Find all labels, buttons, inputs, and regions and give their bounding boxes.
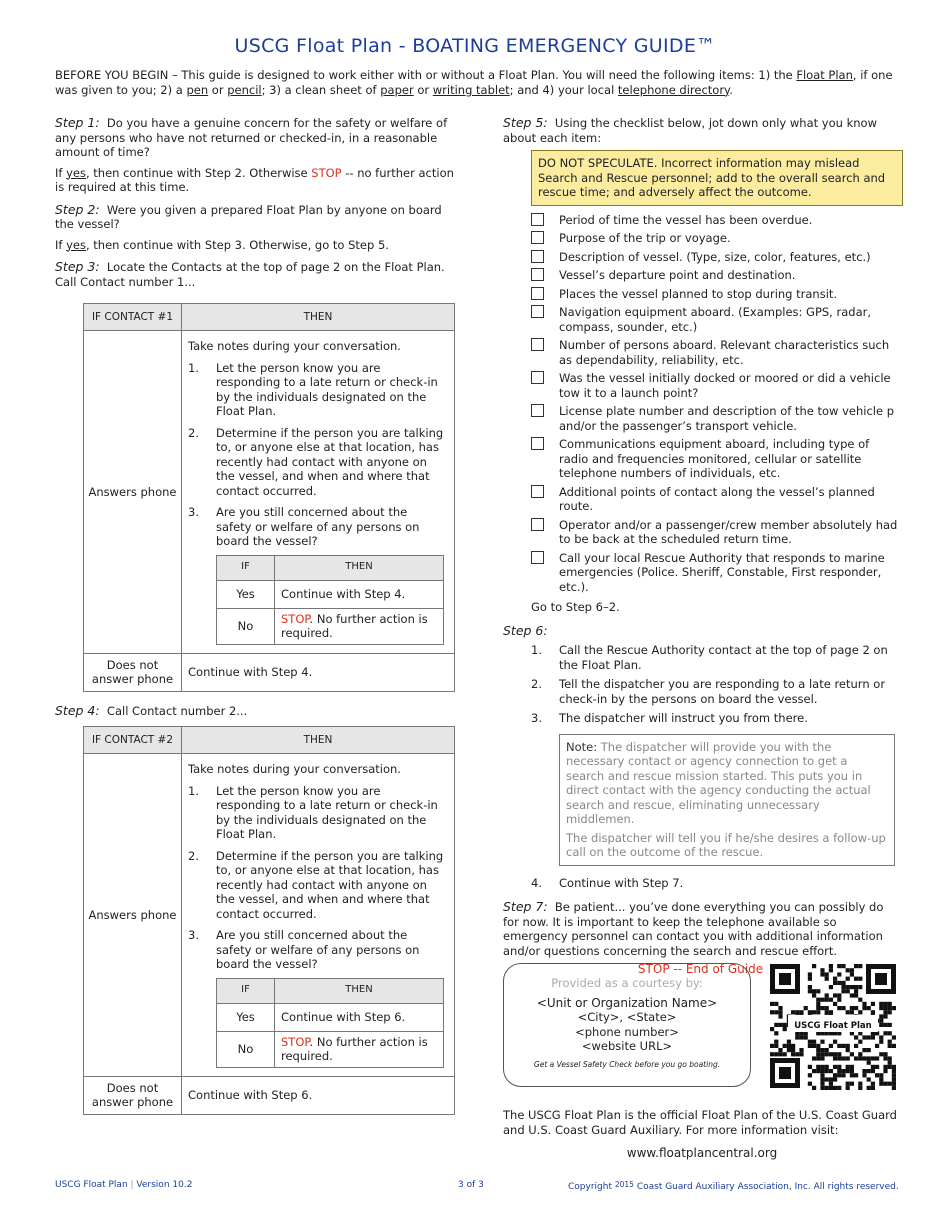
checklist-item: Description of vessel. (Type, size, color, features, etc.) (503, 250, 898, 265)
table-header: IF CONTACT #1 (84, 304, 182, 331)
step5-label: Step 5: (503, 115, 548, 130)
checklist-item: Was the vessel initially docked or moored or did a vehicle tow it to a launch point? (503, 371, 898, 400)
checklist-item: Places the vessel planned to stop during transit. (503, 287, 898, 302)
step3-label: Step 3: (55, 259, 100, 274)
checklist-item: Call your local Rescue Authority that responds to marine emergencies (Police. Sheriff, Constable, First responder, etc.). (503, 551, 898, 595)
list-item: 2. Determine if the person you are talking to, or anyone else at that location, has recently had contact with anyone on the vessel, and when and where that contact occurred. (188, 848, 444, 921)
contact2-decision-table: IF THEN Yes Continue with Step 6. No STOP. No further action is required. (216, 978, 444, 1068)
right-column (503, 116, 898, 977)
no-answer-label: Does not answer phone (84, 653, 182, 691)
list-item: 3. The dispatcher will instruct you from there. (531, 711, 808, 725)
contact1-steps (188, 361, 446, 549)
checkbox[interactable] (531, 437, 544, 450)
list-item: 1. Let the person know you are responding to a late return or check-in by the individuals designated on the Float Plan. (188, 783, 438, 841)
checkbox[interactable] (531, 213, 544, 226)
step4-label: Step 4: (55, 702, 100, 718)
step7-text: Step 7: Be patient... you’ve done everything you can possibly do for now. It is important to keep the telephone available so emergency personnel can contact you with additional information and/or questions concerning the search and rescue effort. (503, 899, 884, 958)
step2-label: Step 2: (55, 201, 100, 217)
take-notes-text: Take notes during your conversation. (188, 339, 401, 353)
step7-label: Step 7: (503, 899, 548, 914)
telephone-directory-item: telephone directory (617, 82, 730, 97)
checklist-item: License plate number and description of the tow vehicle p and/or the passenger’s transport vehicle. (503, 404, 898, 433)
official-statement: The USCG Float Plan is the official Float Plan of the U.S. Coast Guard and U.S. Coast Guard Auxiliary. For more information visit: (503, 1108, 897, 1137)
take-notes-text: Take notes during your conversation. (188, 762, 401, 776)
end-of-guide: STOP -- End of Guide (637, 962, 764, 976)
left-column (55, 116, 460, 1115)
checklist-item: Purpose of the trip or voyage. (503, 231, 898, 246)
vessel-checklist (503, 213, 898, 595)
pen-item: pen (186, 82, 209, 97)
step4-instruction: Step 4: Call Contact number 2... (55, 702, 248, 718)
checkbox[interactable] (531, 231, 544, 244)
step3-instruction: Step 3: Locate the Contacts at the top of page 2 on the Float Plan. Call Contact number 1... (55, 259, 445, 289)
intro-paragraph: BEFORE YOU BEGIN – This guide is designed to work either with or without a Float Plan. You will need the following items: 1) the Float Plan, if one was given to you; 2) a pen or pencil; 3) a clean sheet of paper or writing tablet; and 4) your local telephone directory. (55, 68, 893, 97)
copyright: Copyright $^{2015}$ Coast Guard Auxiliary Association, Inc. All rights reserved. (568, 1180, 899, 1192)
step6-list (531, 643, 898, 726)
table-header: THEN (182, 304, 455, 331)
pencil-item: pencil (227, 82, 262, 97)
step2-question: Step 2: Were you given a prepared Float Plan by anyone on board the vessel? (55, 201, 442, 231)
footer-left: USCG Float Plan | Version 10.2 (55, 1180, 193, 1190)
checkbox[interactable] (531, 518, 544, 531)
step1-label: Step 1: (55, 115, 100, 130)
dispatcher-note: Note: The dispatcher will provide you with the necessary contact or agency connection to get a search and rescue mission started. This puts you in direct contact with the agency conducting the actual search and rescue, eliminating unnecessary middlemen. The dispatcher will tell you if he/she desires a follow-up call on the outcome of the rescue. (559, 734, 895, 866)
step6-label: Step 6: (503, 622, 548, 638)
qr-label: USCG Float Plan (794, 1021, 872, 1031)
list-item: 3. Are you still concerned about the safety or welfare of any persons on board the vessel? (188, 928, 420, 971)
checkbox[interactable] (531, 404, 544, 417)
list-item: 2. Determine if the person you are talking to, or anyone else at that location, has recently had contact with anyone on the vessel, and when and where that contact occurred. (188, 425, 444, 498)
checklist-item: Operator and/or a passenger/crew member absolutely had to be back at the scheduled return time. (503, 518, 898, 547)
page-title: USCG Float Plan - BOATING EMERGENCY GUIDE™ (234, 35, 716, 57)
no-answer-label: Does not answer phone (84, 1076, 182, 1114)
step1-question: Step 1: Do you have a genuine concern for the safety or welfare of any persons who have not returned or checked-in, in a reasonable amount of time? (55, 115, 448, 159)
goto-step6: Go to Step 6–2. (531, 600, 620, 614)
do-not-speculate-warning: DO NOT SPECULATE. Incorrect information may mislead Search and Rescue personnel; add to the overall search and rescue time; and adversely affect the outcome. (531, 150, 903, 206)
contact2-steps (188, 784, 446, 972)
list-item: 1. Let the person know you are responding to a late return or check-in by the individuals designated on the Float Plan. (188, 360, 438, 418)
table-header: THEN (182, 727, 455, 754)
list-item: 1. Call the Rescue Authority contact at the top of page 2 on the Float Plan. (531, 643, 888, 672)
answers-phone-label: Answers phone (84, 331, 182, 654)
checkbox[interactable] (531, 371, 544, 384)
checkbox[interactable] (531, 305, 544, 318)
stop-text: STOP (311, 165, 342, 180)
checkbox[interactable] (531, 268, 544, 281)
qr-code[interactable] (768, 962, 898, 1090)
step5-instruction: Step 5: Using the checklist below, jot down only what you know about each item: (503, 115, 877, 145)
checklist-item: Vessel’s departure point and destination. (503, 268, 898, 283)
checklist-item: Number of persons aboard. Relevant characteristics such as dependability, reliability, etc. (503, 338, 898, 367)
checklist-item: Communications equipment aboard, including type of radio and frequencies monitored, cellular or satellite telephone numbers of individuals, etc. (503, 437, 898, 481)
list-item: 2. Tell the dispatcher you are responding to a late return or check-in by the persons on board the vessel. (531, 677, 886, 706)
checklist-item: Additional points of contact along the vessel’s planned route. (503, 485, 898, 514)
paper-item: paper (380, 82, 414, 97)
contact1-decision-table: IF THEN Yes Continue with Step 4. No STOP. No further action is required. (216, 555, 444, 645)
float-plan-item: Float Plan (796, 68, 853, 82)
table-header: IF CONTACT #2 (84, 727, 182, 754)
checkbox[interactable] (531, 485, 544, 498)
list-item: 3. Are you still concerned about the safety or welfare of any persons on board the vessel? (188, 505, 420, 548)
writing-tablet-item: writing tablet (432, 82, 510, 97)
website-link[interactable]: www.floatplancentral.org (626, 1146, 778, 1160)
page-number: 3 of 3 (458, 1180, 484, 1190)
checkbox[interactable] (531, 338, 544, 351)
list-item: 4. Continue with Step 7. (531, 875, 684, 890)
step2-instruction: If yes, then continue with Step 3. Otherwise, go to Step 5. (55, 237, 389, 252)
checkbox[interactable] (531, 551, 544, 564)
step6-list-continued (531, 876, 898, 891)
checklist-item: Period of time the vessel has been overdue. (503, 213, 898, 228)
checkbox[interactable] (531, 250, 544, 263)
checkbox[interactable] (531, 287, 544, 300)
answers-phone-label: Answers phone (84, 754, 182, 1077)
step1-instruction: If yes, then continue with Step 2. Otherwise STOP -- no further action is required at this time. (55, 165, 454, 194)
contact2-table: IF CONTACT #2 THEN Answers phone Take notes during your conversation. 1. Let the person know you are responding to a late return or check-in by the individuals designated on the Float Plan. 2. Determine if the person you are talking to, or anyone else at that location, has recently had contact with anyone on the vessel, and when and where that contact occurred. 3. Are you still concerned about the safety or welfare of any persons on board the vessel? IF THEN Yes Continue with Step 6. No STOP. No further action is required. Does not answer phone Continue with Step 6. (83, 726, 455, 1115)
courtesy-box: Provided as a courtesy by: <Unit or Organization Name> <City>, <State> <phone number> <website URL> Get a Vessel Safety Check before you go boating. (503, 963, 751, 1087)
contact1-table: IF CONTACT #1 THEN Answers phone Take notes during your conversation. 1. Let the person know you are responding to a late return or check-in by the individuals designated on the Float Plan. 2. Determine if the person you are talking to, or anyone else at that location, has recently had contact with anyone on the vessel, and when and where that contact occurred. 3. Are you still concerned about the safety or welfare of any persons on board the vessel? IF THEN Yes Continue with Step 4. No STOP. No further action is required. Does not answer phone Continue with Step 4. (83, 303, 455, 692)
checklist-item: Navigation equipment aboard. (Examples: GPS, radar, compass, sounder, etc.) (503, 305, 898, 334)
